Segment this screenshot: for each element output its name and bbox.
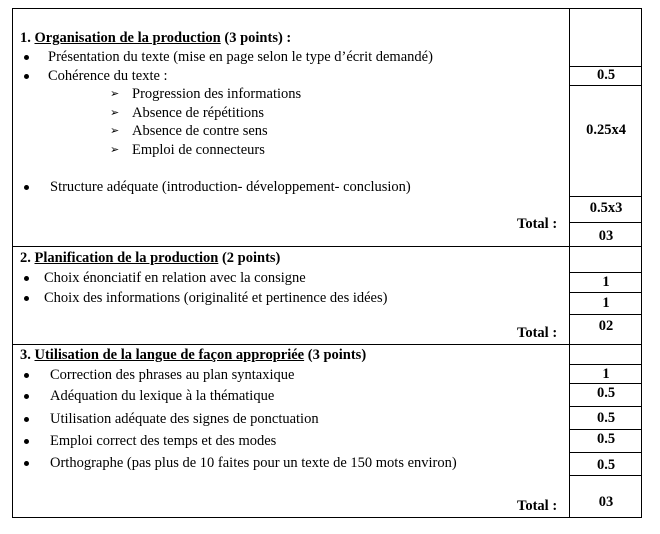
score-value: 0.25x4	[586, 122, 626, 138]
score-value: 0.5	[596, 431, 616, 447]
score-value: 0.5	[596, 385, 616, 401]
score-row-divider	[569, 452, 642, 453]
score-value: 0.5x3	[589, 200, 623, 216]
bullet-icon	[24, 394, 29, 399]
sub-criterion-item: Absence de contre sens	[132, 123, 268, 139]
arrow-icon: ➢	[110, 107, 120, 119]
arrow-icon: ➢	[110, 125, 120, 137]
total-label: Total :	[517, 325, 558, 341]
score-row-divider	[569, 475, 642, 476]
bullet-icon	[24, 296, 29, 301]
score-row-divider	[569, 292, 642, 293]
bullet-icon	[24, 74, 29, 79]
criterion-item: Choix énonciatif en relation avec la consigne	[44, 270, 306, 286]
section-divider	[12, 246, 642, 247]
criterion-item: Correction des phrases au plan syntaxique	[50, 367, 295, 383]
bullet-icon	[24, 185, 29, 190]
section2-heading: 2. Planification de la production (2 points)	[20, 250, 281, 266]
score-row-divider	[569, 406, 642, 407]
bullet-icon	[24, 461, 29, 466]
arrow-icon: ➢	[110, 88, 120, 100]
bullet-icon	[24, 55, 29, 60]
sub-criterion-item: Emploi de connecteurs	[132, 142, 265, 158]
score-value: 02	[598, 318, 614, 334]
score-value: 03	[598, 228, 614, 244]
score-value: 1	[602, 295, 610, 311]
sub-criterion-item: Progression des informations	[132, 86, 302, 102]
score-row-divider	[569, 314, 642, 315]
score-value: 03	[598, 494, 614, 510]
table-top-border	[12, 8, 642, 9]
total-label: Total :	[517, 498, 558, 514]
section3-heading: 3. Utilisation de la langue de façon appropriée (3 points)	[20, 347, 367, 363]
table-bottom-border	[12, 517, 642, 518]
criterion-item: Cohérence du texte :	[48, 68, 168, 84]
table-left-border	[12, 8, 13, 518]
criterion-item: Emploi correct des temps et des modes	[50, 433, 277, 449]
score-row-divider	[569, 222, 642, 223]
bullet-icon	[24, 439, 29, 444]
section-divider	[12, 344, 642, 345]
criterion-item: Structure adéquate (introduction- développement- conclusion)	[50, 179, 411, 195]
score-row-divider	[569, 85, 642, 86]
bullet-icon	[24, 373, 29, 378]
arrow-icon: ➢	[110, 144, 120, 156]
score-row-divider	[569, 196, 642, 197]
bullet-icon	[24, 417, 29, 422]
score-value: 0.5	[596, 410, 616, 426]
sub-criterion-item: Absence de répétitions	[132, 105, 265, 121]
score-value: 1	[602, 274, 610, 290]
criterion-item: Adéquation du lexique à la thématique	[50, 388, 275, 404]
score-value: 0.5	[596, 67, 616, 83]
score-value: 1	[602, 366, 610, 382]
criterion-item: Orthographe (pas plus de 10 faites pour un texte de 150 mots environ)	[50, 455, 457, 471]
total-label: Total :	[517, 216, 558, 232]
score-value: 0.5	[596, 457, 616, 473]
criterion-item: Présentation du texte (mise en page selon le type d’écrit demandé)	[48, 49, 433, 65]
criterion-item: Utilisation adéquate des signes de ponctuation	[50, 411, 319, 427]
bullet-icon	[24, 276, 29, 281]
section1-heading: 1. Organisation de la production (3 points) :	[20, 30, 292, 46]
criterion-item: Choix des informations (originalité et pertinence des idées)	[44, 290, 388, 306]
